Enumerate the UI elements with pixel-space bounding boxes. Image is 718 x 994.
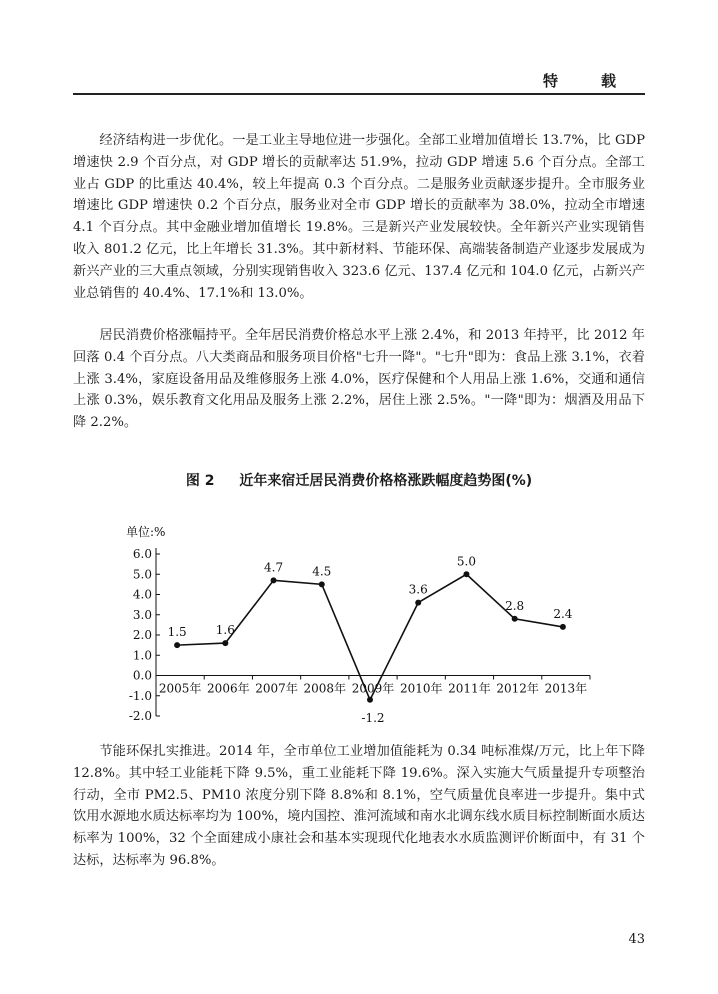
- y-tick-label: 5.0: [132, 567, 152, 582]
- figure-caption: [0, 470, 718, 490]
- x-tick-label: 2005年: [158, 681, 202, 696]
- data-label: 3.6: [408, 582, 428, 597]
- data-label: -1.2: [361, 710, 385, 725]
- data-label: 2.8: [505, 598, 525, 613]
- data-point: [415, 600, 421, 606]
- figure-title: 近年来宿迁居民消费价格格涨跌幅度趋势图(%): [239, 473, 533, 489]
- x-tick-label: 2012年: [496, 681, 539, 696]
- x-tick-label: 2011年: [448, 681, 491, 696]
- data-label: 4.5: [312, 564, 332, 579]
- section-label: 特 载: [542, 72, 630, 90]
- y-tick-label: 0.0: [132, 668, 152, 683]
- data-point: [463, 571, 469, 577]
- data-point: [222, 640, 228, 646]
- data-label: 1.5: [167, 625, 187, 640]
- y-tick-label: 1.0: [132, 648, 152, 663]
- data-point: [560, 624, 566, 630]
- cpi-trend-chart: [120, 520, 600, 730]
- paragraph-economic-structure: 经济结构进一步优化。一是工业主导地位进一步强化。全部工业增加值增长 13.7%，比 GDP 增速快 2.9 个百分点，对 GDP 增长的贡献率达 51.9%，拉动 GDP 增速 5.6 个百分点。全部工业占 GDP 的比重达 40.4%，较上年提高 0.3 个百分点。二是服务业贡献逐步提升。全市服务业增速比 GDP 增速快 0.2 个百分点，服务业对全市 GDP 增长的贡献率为 38.0%，拉动全市增速 4.1 个百分点。其中金融业增加值增长 19.8%。三是新兴产业发展较快。全年新兴产业实现销售收入 801.2 亿元，比上年增长 31.3%。其中新材料、节能环保、高端装备制造产业逐步发展成为新兴产业的三大重点领域，分别实现销售收入 323.6 亿元、137.4 亿元和 104.0 亿元，占新兴产业总销售的 40.4%、17.1%和 13.0%。: [73, 133, 645, 301]
- data-point: [174, 642, 180, 648]
- x-tick-label: 2008年: [303, 681, 347, 696]
- data-label: 1.6: [215, 623, 235, 638]
- x-tick-label: 2013年: [544, 681, 588, 696]
- x-tick-label: 2007年: [255, 681, 298, 696]
- data-label: 4.7: [264, 560, 284, 575]
- data-point: [512, 616, 518, 622]
- x-tick-label: 2009年: [351, 681, 395, 696]
- paragraph-energy-environment: 节能环保扎实推进。2014 年，全市单位工业增加值能耗为 0.34 吨标准煤/万元，比上年下降 12.8%。其中轻工业能耗下降 9.5%，重工业能耗下降 19.6%。深入实施大气质量提升专项整治行动，全市 PM2.5、PM10 浓度分别下降 8.8%和 8.1%，空气质量优良率进一步提升。集中式饮用水源地水质达标率均为 100%，境内国控、淮河流域和南水北调东线水质目标控制断面水质达标率为 100%，32 个全面建成小康社会和基本实现现代化地表水水质监测评价断面中，有 31 个达标，达标率为 96.8%。: [73, 744, 645, 868]
- y-tick-label: 4.0: [132, 587, 152, 602]
- y-tick-label: -1.0: [128, 688, 152, 703]
- data-point: [319, 581, 325, 587]
- x-tick-label: 2010年: [399, 681, 443, 696]
- y-tick-label: 3.0: [132, 607, 152, 622]
- x-tick-label: 2006年: [207, 681, 250, 696]
- data-label: 2.4: [553, 606, 573, 621]
- page-number: 43: [628, 932, 645, 947]
- y-tick-label: 2.0: [132, 628, 152, 642]
- data-point: [367, 697, 373, 703]
- header-rule: [73, 93, 645, 95]
- paragraph-consumer-prices: 居民消费价格涨幅持平。全年居民消费价格总水平上涨 2.4%，和 2013 年持平，比 2012 年回落 0.4 个百分点。八大类商品和服务项目价格"七升一降"。"七升"即为：食品上涨 3.1%，衣着上涨 3.4%，家庭设备用品及维修服务上涨 4.0%，医疗保健和个人用品上涨 1.6%，交通和通信上涨 0.3%，娱乐教育文化用品及服务上涨 2.2%，居住上涨 2.5%。"一降"即为：烟酒及用品下降 2.2%。: [73, 328, 645, 431]
- y-axis-unit-label: 单位:%: [126, 525, 166, 539]
- data-point: [271, 577, 277, 583]
- y-tick-label: -2.0: [128, 709, 152, 723]
- figure-number: 图 2: [185, 473, 215, 489]
- data-label: 5.0: [456, 554, 476, 569]
- y-tick-label: 6.0: [132, 547, 152, 561]
